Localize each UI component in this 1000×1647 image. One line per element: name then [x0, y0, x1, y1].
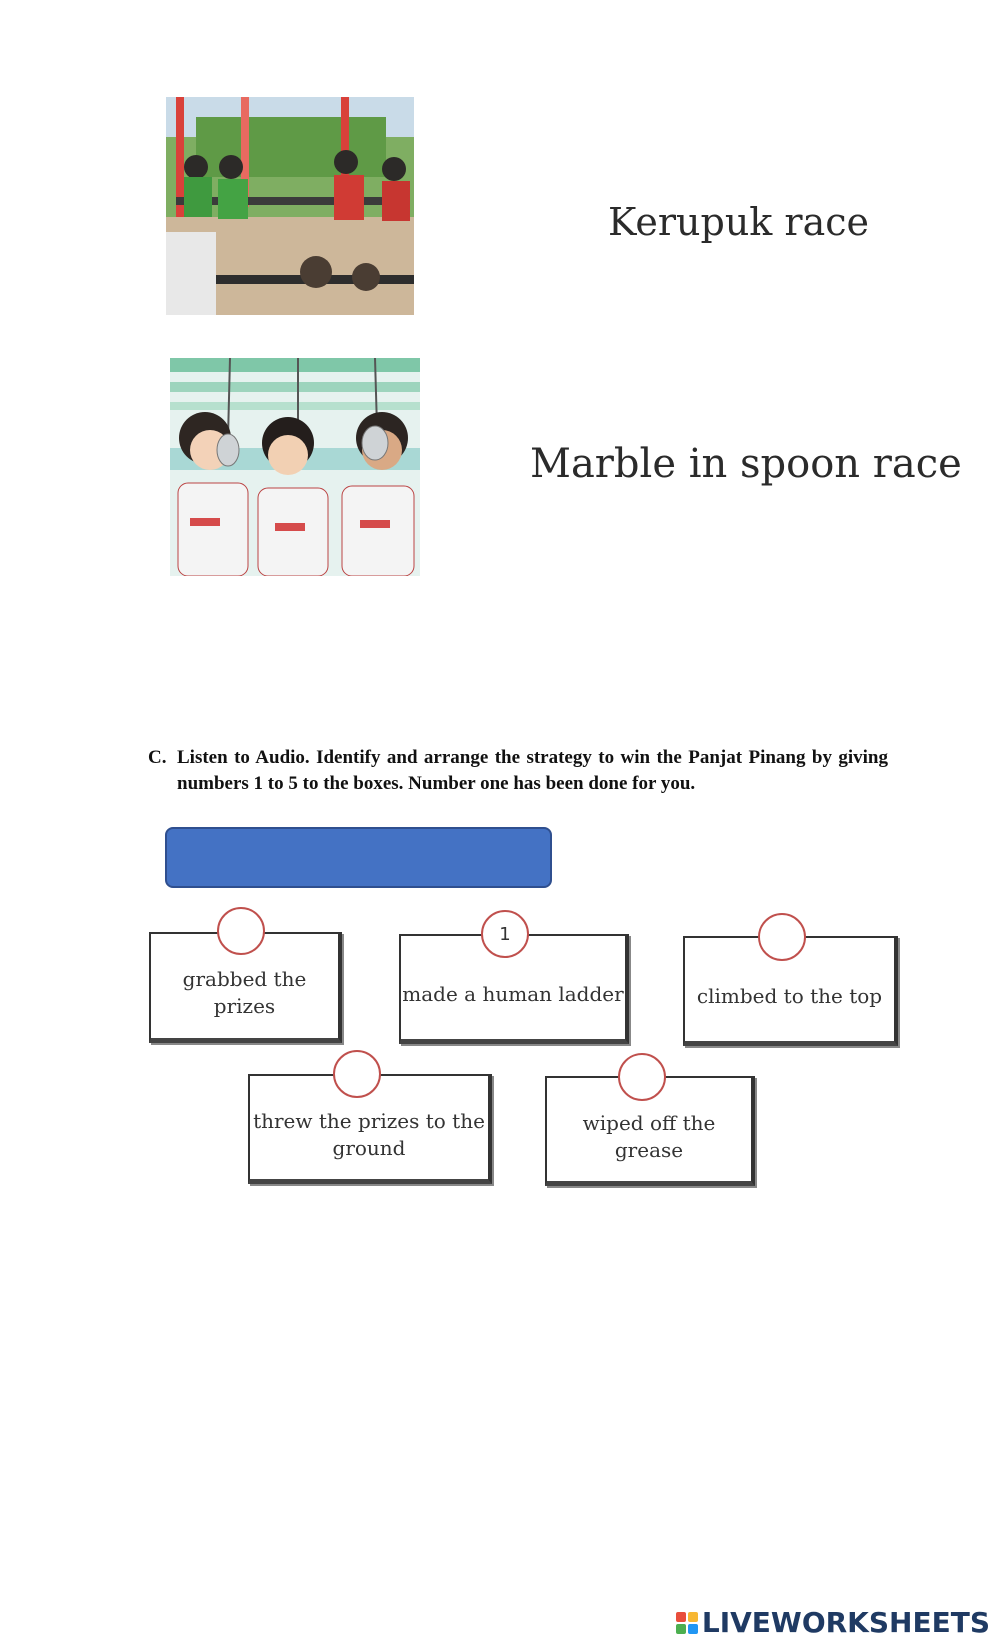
match-label-marble-spoon-race: Marble in spoon race: [530, 441, 962, 487]
number-box-threw-prizes[interactable]: [333, 1050, 381, 1098]
card-text: wiped off the grease: [582, 1110, 716, 1162]
tug-of-war-image: [166, 97, 414, 315]
match-label-kerupuk-race: Kerupuk race: [608, 200, 869, 244]
liveworksheets-logo: [676, 1606, 990, 1639]
number-box-climbed-top[interactable]: [758, 913, 806, 961]
number-value: 1: [499, 923, 511, 945]
card-text: grabbed the prizes: [182, 967, 307, 1018]
section-letter: C.: [148, 747, 167, 768]
instruction-text: Listen to Audio. Identify and arrange the strategy to win the Panjat Pinang by giving numbers 1 to 5 to the boxes. Number one has been done for you.: [177, 747, 888, 794]
number-box-grabbed-prizes[interactable]: [217, 907, 265, 955]
card-text: climbed to the top: [696, 984, 883, 1008]
brand-name: LIVEWORKSHEETS: [701, 1606, 990, 1639]
audio-player-button[interactable]: [165, 827, 552, 888]
number-box-human-ladder: [481, 910, 529, 958]
card-text: threw the prizes to the ground: [253, 1108, 485, 1160]
liveworksheets-icon: [676, 1612, 698, 1634]
number-input[interactable]: [338, 1058, 376, 1090]
number-box-wiped-grease[interactable]: [618, 1053, 666, 1101]
number-input[interactable]: [222, 915, 260, 947]
kerupuk-eating-image: [170, 358, 420, 576]
card-text: made a human ladder: [402, 982, 624, 1006]
section-c-instruction: [148, 745, 888, 797]
number-input[interactable]: [763, 921, 801, 953]
number-input[interactable]: [623, 1061, 661, 1093]
